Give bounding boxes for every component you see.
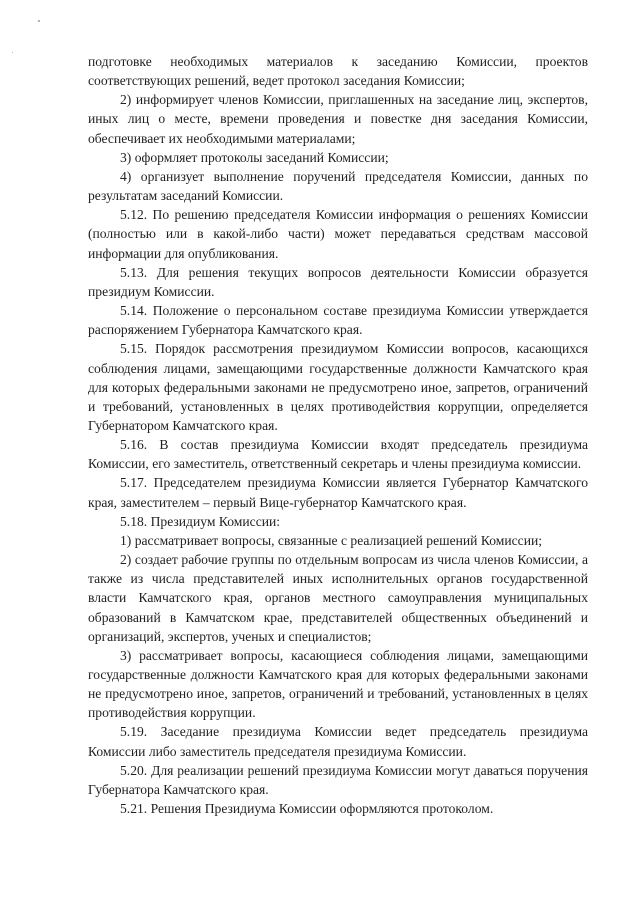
paragraph: 5.15. Порядок рассмотрения президиумом Комиссии вопросов, касающихся соблюдения лицами, замещающими государственные должности Камчатского края для которых федеральными законами не предусмотрено иное, запретов, ограничений и требований, установленных в целях противодействия коррупции, определяется Губернатором Камчатского края.	[88, 341, 588, 433]
paragraph: 5.12. По решению председателя Комиссии информация о решениях Комиссии (полностью или в какой-либо части) может передаваться средствам массовой информации для опубликования.	[88, 207, 588, 261]
paragraph: 3) оформляет протоколы заседаний Комиссии;	[120, 149, 389, 165]
paragraph: 5.20. Для реализации решений президиума Комиссии могут даваться поручения Губернатора Камчатского края.	[88, 762, 588, 797]
paragraph: подготовке необходимых материалов к заседанию Комиссии, проектов соответствующих решений, ведет протокол заседания Комиссии;	[88, 54, 588, 89]
paragraph: 2) создает рабочие группы по отдельным вопросам из числа членов Комиссии, а также из числа представителей иных исполнительных органов государственной власти Камчатского края, органов местного самоуправления муниципальных образований в Камчатском крае, представителей общественных объединений и организаций, экспертов, ученых и специалистов;	[88, 552, 588, 644]
paragraph: 4) организует выполнение поручений председателя Комиссии, данных по результатам заседаний Комиссии.	[88, 168, 588, 204]
paragraph: 5.16. В состав президиума Комиссии входят председатель президиума Комиссии, его заместитель, ответственный секретарь и члены президиума комиссии.	[88, 437, 588, 472]
paragraph: 1) рассматривает вопросы, связанные с реализацией решений Комиссии;	[120, 532, 543, 548]
scan-speck	[12, 52, 13, 53]
document-body	[88, 52, 588, 818]
paragraph: 5.19. Заседание президиума Комиссии ведет председатель президиума Комиссии либо заместитель председателя президиума Комиссии.	[88, 724, 588, 759]
paragraph: 3) рассматривает вопросы, касающиеся соблюдения лицами, замещающими государственные должности Камчатского края для которых федеральными законами не предусмотрено иное, запретов, ограничений и требований, установленных в целях противодействия коррупции.	[88, 647, 588, 721]
paragraph: 5.13. Для решения текущих вопросов деятельности Комиссии образуется президиум Комиссии.	[88, 264, 588, 299]
paragraph: 5.21. Решения Президиума Комиссии оформляются протоколом.	[120, 801, 494, 817]
paragraph: 5.14. Положение о персональном составе президиума Комиссии утверждается распоряжением Губернатора Камчатского края.	[88, 303, 588, 338]
paragraph: 5.18. Президиум Комиссии:	[120, 513, 281, 529]
paragraph: 2) информирует членов Комиссии, приглашенных на заседание лиц, экспертов, иных лиц о месте, времени проведения и повестке дня заседания Комиссии, обеспечивает их необходимыми материалами;	[88, 92, 588, 146]
paragraph: 5.17. Председателем президиума Комиссии является Губернатор Камчатского края, заместителем – первый Вице-губернатор Камчатского края.	[88, 475, 588, 510]
scan-speck	[38, 20, 40, 22]
